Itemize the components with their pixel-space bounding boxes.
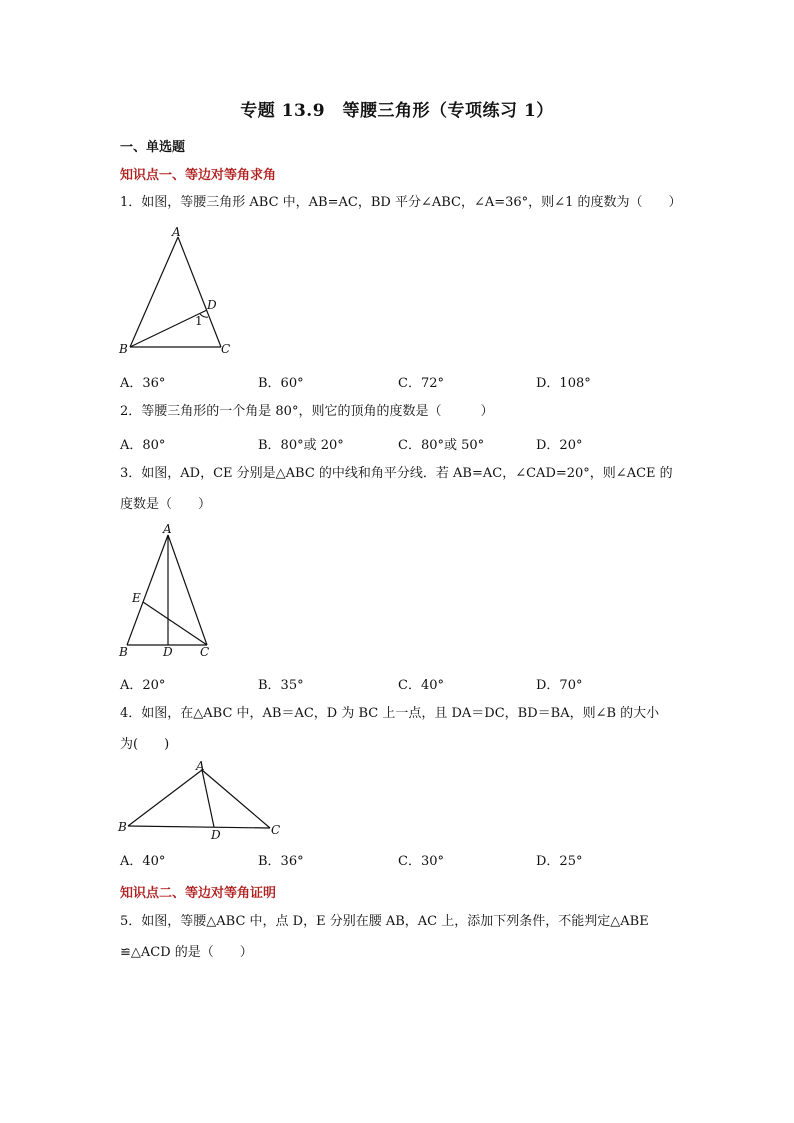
knowledge-point-heading: 知识点二、等边对等角证明: [120, 886, 277, 901]
label-D: D: [163, 645, 173, 659]
label-A: A: [163, 522, 172, 536]
q1-option-a[interactable]: A．36°: [120, 376, 166, 391]
question-4-text-line2: 为( ): [120, 737, 170, 752]
question-2-text: 2．等腰三角形的一个角是 80°，则它的顶角的度数是（ ）: [120, 404, 494, 419]
q1-option-b[interactable]: B．60°: [258, 376, 304, 391]
question-5-text-line1: 5．如图，等腰△ABC 中，点 D，E 分别在腰 AB，AC 上，添加下列条件，不能判定△ABE: [120, 914, 649, 929]
label-D: D: [211, 828, 221, 842]
side-BC: [128, 826, 270, 828]
label-A: A: [196, 759, 205, 773]
question-3-text-line2: 度数是（ ）: [120, 497, 212, 512]
q2-option-b[interactable]: B．80°或 20°: [258, 438, 344, 453]
q2-option-c[interactable]: C．80°或 50°: [398, 438, 485, 453]
label-D: D: [207, 298, 217, 312]
q1-option-d[interactable]: D．108°: [536, 376, 591, 391]
question-1-text: 1．如图，等腰三角形 ABC 中，AB=AC，BD 平分∠ABC，∠A=36°，则∠1 的度数为（ ）: [120, 195, 682, 210]
label-B: B: [119, 645, 128, 659]
q3-option-d[interactable]: D．70°: [536, 678, 583, 693]
question-4-figure: [110, 758, 290, 844]
q1-option-c[interactable]: C．72°: [398, 376, 444, 391]
page-title: 专题 13.9 等腰三角形（专项练习 1）: [240, 101, 554, 121]
side-AC: [168, 535, 207, 645]
q4-option-a[interactable]: A．40°: [120, 854, 166, 869]
label-C: C: [221, 342, 231, 356]
question-4-text-line1: 4．如图，在△ABC 中，AB＝AC，D 为 BC 上一点，且 DA＝DC，BD＝BA，则∠B 的大小: [120, 706, 660, 721]
q2-option-a[interactable]: A．80°: [120, 438, 166, 453]
question-5-text-line2: ≌△ACD 的是（ ）: [120, 945, 253, 960]
label-angle-1: 1: [195, 314, 203, 328]
q4-option-b[interactable]: B．36°: [258, 854, 304, 869]
label-E: E: [132, 591, 141, 605]
label-B: B: [118, 820, 127, 834]
q4-option-d[interactable]: D．25°: [536, 854, 583, 869]
question-3-figure: [110, 522, 220, 662]
q3-option-a[interactable]: A．20°: [120, 678, 166, 693]
q2-option-d[interactable]: D．20°: [536, 438, 583, 453]
section-heading: 一、单选题: [120, 140, 186, 155]
label-A: A: [172, 225, 181, 239]
q3-option-c[interactable]: C．40°: [398, 678, 444, 693]
bisector-CE: [143, 602, 207, 645]
side-AC: [178, 237, 221, 347]
question-1-figure: [110, 225, 250, 360]
label-C: C: [200, 645, 210, 659]
side-AB: [128, 770, 202, 826]
question-3-text-line1: 3．如图，AD，CE 分别是△ABC 的中线和角平分线．若 AB=AC，∠CAD=20°，则∠ACE 的: [120, 466, 673, 481]
q3-option-b[interactable]: B．35°: [258, 678, 304, 693]
label-C: C: [271, 823, 281, 837]
knowledge-point-heading: 知识点一、等边对等角求角: [120, 168, 277, 183]
q4-option-c[interactable]: C．30°: [398, 854, 444, 869]
side-AB: [127, 535, 168, 645]
label-B: B: [119, 342, 128, 356]
side-AB: [130, 237, 178, 347]
